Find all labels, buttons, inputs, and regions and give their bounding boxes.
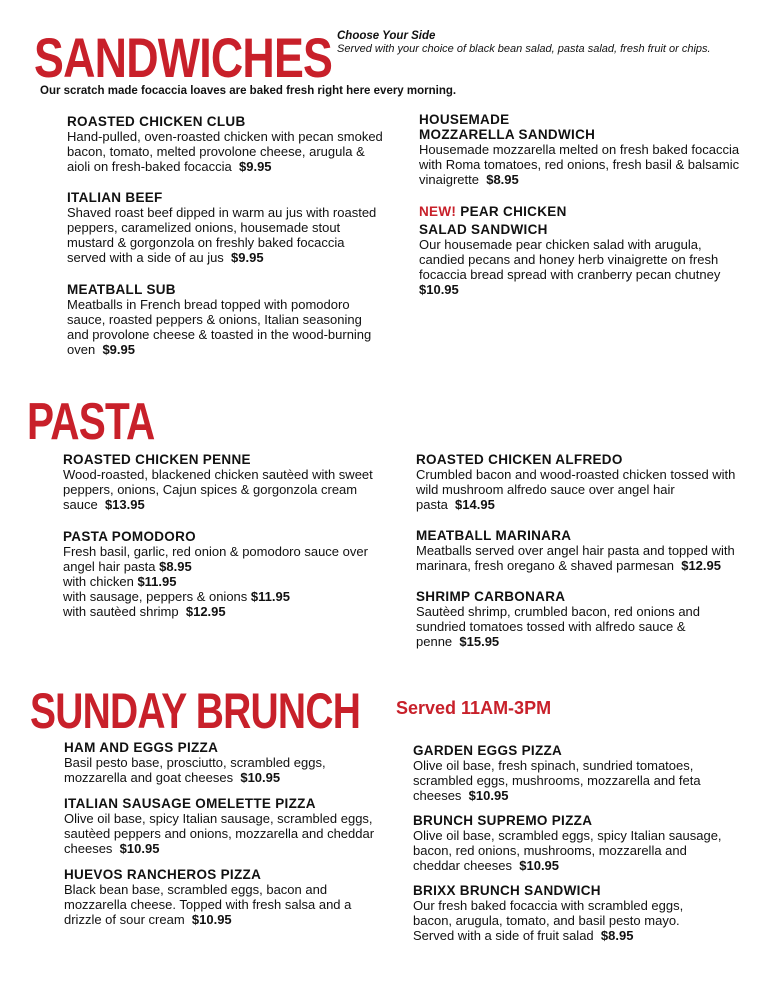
item-price: $8.95 [486,172,519,187]
item-description: Olive oil base, scrambled eggs, spicy Italian sausage, bacon, red onions, mushrooms, mozzarella and cheddar cheeses $10.95 [413,828,722,873]
brunch-right-column [413,743,743,943]
menu-item [67,190,387,265]
pasta-left-column [63,452,388,619]
item-description: Our housemade pear chicken salad with arugula, candied pecans and honey herb vinaigrette on fresh focaccia bread spread with cranberry pecan chutney [419,237,721,282]
brunch-hours: Served 11AM-3PM [396,698,552,718]
menu-item [67,114,387,174]
item-description: Meatballs served over angel hair pasta and topped with marinara, fresh oregano & shaved parmesan $12.95 [416,543,735,573]
item-price: $10.95 [191,912,232,927]
item-price: $12.95 [681,558,721,573]
item-description: Hand-pulled, oven-roasted chicken with pecan smoked bacon, tomato, melted provolone cheese, arugula & aioli on fresh-baked focaccia $9.95 [67,129,383,174]
menu-item [413,743,743,803]
focaccia-intro: Our scratch made focaccia loaves are baked fresh right here every morning. [40,85,457,97]
menu-item [67,282,387,357]
menu-item [64,867,384,927]
menu-item [416,589,746,649]
new-badge: NEW! [419,204,457,219]
item-name: MEATBALL SUB [67,282,176,297]
item-description: Housemade mozzarella melted on fresh baked focaccia with Roma tomatoes, red onions, fresh basil & balsamic vinaigrette $8.95 [419,142,740,187]
item-description: Meatballs in French bread topped with pomodoro sauce, roasted peppers & onions, Italian seasoning and provolone cheese & toasted in the wood-burning oven $9.95 [67,297,372,357]
item-name: ROASTED CHICKEN CLUB [67,114,246,129]
item-name: ROASTED CHICKEN ALFREDO [416,452,623,467]
item-name: MOZZARELLA SANDWICH [419,127,596,142]
menu-item [64,796,384,856]
side-choice-text: Served with your choice of black bean salad, pasta salad, fresh fruit or chips. [337,43,711,55]
item-price: $10.95 [119,841,160,856]
item-price: $10.95 [468,788,509,803]
variant-price: $11.95 [137,574,177,589]
item-name: BRIXX BRUNCH SANDWICH [413,883,601,898]
item-description: Olive oil base, spicy Italian sausage, scrambled eggs, sautèed peppers and onions, mozzarella and cheddar cheeses $10.95 [64,811,375,856]
menu-item [63,529,388,619]
item-price: $9.95 [231,250,264,265]
brunch-left-column [64,740,384,927]
item-name: HUEVOS RANCHEROS PIZZA [64,867,262,882]
sandwiches-left-column [67,114,387,357]
item-price: $9.95 [239,159,272,174]
side-choice-note [337,30,711,56]
menu-item [63,452,388,512]
item-description: Our fresh baked focaccia with scrambled eggs, bacon, arugula, tomato, and basil pesto mayo. Served with a side of fruit salad $8.95 [413,898,684,943]
sandwiches-heading: SANDWICHES [34,26,333,89]
item-description: Sautèed shrimp, crumbled bacon, red onions and sundried tomatoes tossed with alfredo sauce & penne $15.95 [416,604,701,649]
menu-item [419,112,749,187]
item-name: BRUNCH SUPREMO PIZZA [413,813,593,828]
item-name: SALAD SANDWICH [419,222,548,237]
item-price: $10.95 [240,770,281,785]
menu-item [413,883,743,943]
pasta-heading: PASTA [27,393,155,451]
item-price: $8.95 [159,559,192,574]
item-description: Wood-roasted, blackened chicken sautèed with sweet peppers, onions, Cajun spices & gorgonzola cream sauce $13.95 [63,467,373,512]
item-variant: with chicken $11.95 [63,574,177,589]
item-price: $13.95 [104,497,145,512]
item-description: Olive oil base, fresh spinach, sundried tomatoes, scrambled eggs, mushrooms, mozzarella and feta cheeses $10.95 [413,758,701,803]
variant-price: $12.95 [185,604,226,619]
item-name: MEATBALL MARINARA [416,528,572,543]
item-name: NEW! PEAR CHICKEN [419,204,567,219]
item-description: Basil pesto base, prosciutto, scrambled eggs, mozzarella and goat cheeses $10.95 [64,755,326,785]
item-variant: with sautèed shrimp $12.95 [63,604,226,619]
menu-item [64,740,384,785]
item-name: ROASTED CHICKEN PENNE [63,452,251,467]
menu-item [416,528,746,573]
pasta-right-column [416,452,746,649]
item-name: PASTA POMODORO [63,529,196,544]
item-price: $10.95 [519,858,560,873]
item-description: Shaved roast beef dipped in warm au jus with roasted peppers, caramelized onions, housemade stout mustard & gorgonzola on freshly baked focaccia served with a side of au jus $9.95 [67,205,377,265]
side-choice-title: Choose Your Side [337,30,436,42]
item-price: $15.95 [459,634,500,649]
item-price: $8.95 [600,928,634,943]
item-description: Fresh basil, garlic, red onion & pomodoro sauce over angel hair pasta $8.95 [63,544,368,574]
item-price: $9.95 [102,342,135,357]
item-description: Crumbled bacon and wood-roasted chicken tossed with wild mushroom alfredo sauce over angel hair pasta $14.95 [416,467,736,512]
item-name: HOUSEMADE [419,112,510,127]
menu-item [416,452,746,512]
sunday-brunch-heading: SUNDAY BRUNCH [30,683,361,739]
variant-price: $11.95 [250,589,290,604]
menu-item [413,813,743,873]
item-name: GARDEN EGGS PIZZA [413,743,563,758]
item-name: SHRIMP CARBONARA [416,589,566,604]
menu-item [419,204,749,297]
item-description: Black bean base, scrambled eggs, bacon and mozzarella cheese. Topped with fresh salsa and a drizzle of sour cream $10.95 [64,882,352,927]
item-name: HAM AND EGGS PIZZA [64,740,219,755]
item-price: $10.95 [419,282,459,297]
item-price: $14.95 [455,497,495,512]
item-variant: with sausage, peppers & onions $11.95 [63,589,290,604]
sandwiches-right-column [419,112,749,297]
item-name: ITALIAN SAUSAGE OMELETTE PIZZA [64,796,316,811]
item-name: ITALIAN BEEF [67,190,163,205]
